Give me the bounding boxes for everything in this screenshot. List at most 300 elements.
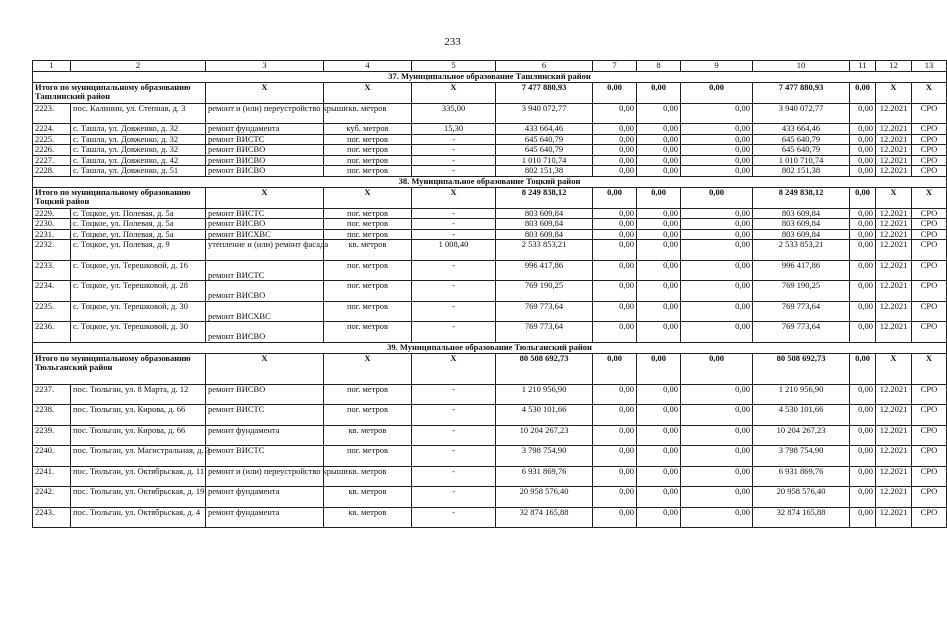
address-cell: пос. Тюльган, ул. Кирова, д. 66 [71,405,206,426]
unit-cell: пог. метров [324,208,412,219]
value-c6: 803 609,84 [496,229,593,240]
total-c13: X [912,82,947,103]
value-c10: 10 204 267,23 [753,425,850,446]
address-cell: с. Ташла, ул. Довженко, д. 32 [71,134,206,145]
table-row [33,155,947,166]
value-c11: 0,00 [850,155,876,166]
work-type-cell: ремонт ВИСВО [206,281,324,302]
unit-cell: кв. метров [324,466,412,487]
work-type-cell: ремонт и (или) переустройство крыши [206,103,324,124]
value-c13: СРО [912,103,947,124]
total-c12: X [876,187,912,208]
value-c11: 0,00 [850,260,876,281]
value-c11: 0,00 [850,322,876,343]
table-row [33,487,947,508]
value-c11: 0,00 [850,208,876,219]
value-c6: 32 874 165,88 [496,507,593,528]
work-type-cell: ремонт и (или) переустройство крыши [206,466,324,487]
unit-cell: пог. метров [324,229,412,240]
value-c11: 0,00 [850,384,876,405]
value-c7: 0,00 [593,384,637,405]
total-c5: X [412,82,496,103]
value-c6: 3 940 072,77 [496,103,593,124]
value-c11: 0,00 [850,507,876,528]
value-c8: 0,00 [637,134,681,145]
value-c6: 802 151,38 [496,166,593,177]
value-c9: 0,00 [681,124,753,135]
value-c10: 32 874 165,88 [753,507,850,528]
work-type-cell: ремонт ВИСВО [206,155,324,166]
value-c7: 0,00 [593,301,637,322]
total-c12: X [876,82,912,103]
table-row [33,145,947,156]
address-cell: пос. Тюльган, ул. 8 Марта, д. 12 [71,384,206,405]
value-c6: 769 773,64 [496,322,593,343]
quantity-cell: - [412,466,496,487]
total-c5: X [412,187,496,208]
row-number: 2229. [33,208,71,219]
total-c10: 80 508 692,73 [753,353,850,384]
value-c13: СРО [912,405,947,426]
value-c8: 0,00 [637,487,681,508]
value-c12: 12.2021 [876,507,912,528]
value-c8: 0,00 [637,260,681,281]
value-c6: 645 640,79 [496,145,593,156]
work-type-cell: ремонт ВИСТС [206,405,324,426]
total-c10: 7 477 880,93 [753,82,850,103]
value-c11: 0,00 [850,405,876,426]
total-c7: 0,00 [593,187,637,208]
row-number: 2241. [33,466,71,487]
value-c11: 0,00 [850,281,876,302]
value-c9: 0,00 [681,425,753,446]
total-c8: 0,00 [637,187,681,208]
table-row [33,124,947,135]
value-c6: 1 210 956,90 [496,384,593,405]
value-c10: 645 640,79 [753,134,850,145]
row-number: 2231. [33,229,71,240]
row-number: 2232. [33,240,71,261]
quantity-cell: - [412,405,496,426]
value-c12: 12.2021 [876,281,912,302]
work-type-cell: ремонт ВИСТС [206,260,324,281]
value-c13: СРО [912,124,947,135]
value-c10: 20 958 576,40 [753,487,850,508]
value-c10: 769 773,64 [753,301,850,322]
unit-cell: пог. метров [324,145,412,156]
value-c9: 0,00 [681,208,753,219]
section-total-row [33,353,947,384]
quantity-cell: - [412,145,496,156]
row-number: 2237. [33,384,71,405]
table-row [33,425,947,446]
unit-cell: кв. метров [324,240,412,261]
quantity-cell: - [412,281,496,302]
table-row [33,166,947,177]
total-label: Итого по муниципальному образованию Тюльганский район [33,353,206,384]
total-c3: X [206,82,324,103]
quantity-cell: - [412,446,496,467]
value-c6: 3 798 754,90 [496,446,593,467]
value-c11: 0,00 [850,240,876,261]
value-c8: 0,00 [637,145,681,156]
value-c7: 0,00 [593,446,637,467]
value-c12: 12.2021 [876,124,912,135]
table-row [33,507,947,528]
total-c11: 0,00 [850,82,876,103]
work-type-cell: ремонт ВИСТС [206,134,324,145]
row-number: 2223. [33,103,71,124]
value-c6: 6 931 869,76 [496,466,593,487]
value-c7: 0,00 [593,219,637,230]
value-c6: 996 417,86 [496,260,593,281]
value-c10: 803 609,84 [753,208,850,219]
value-c13: СРО [912,507,947,528]
quantity-cell: - [412,507,496,528]
value-c10: 4 530 101,66 [753,405,850,426]
quantity-cell: - [412,208,496,219]
work-type-cell: ремонт ВИСВО [206,322,324,343]
value-c13: СРО [912,145,947,156]
value-c7: 0,00 [593,240,637,261]
section-title: 39. Муниципальное образование Тюльганский район [33,342,947,353]
value-c9: 0,00 [681,103,753,124]
unit-cell: кв. метров [324,425,412,446]
value-c12: 12.2021 [876,219,912,230]
value-c8: 0,00 [637,384,681,405]
value-c7: 0,00 [593,166,637,177]
total-c3: X [206,353,324,384]
total-c9: 0,00 [681,82,753,103]
value-c11: 0,00 [850,145,876,156]
section-title-row [33,342,947,353]
work-type-cell: ремонт ВИСВО [206,145,324,156]
value-c10: 2 533 853,21 [753,240,850,261]
section-title: 38. Муниципальное образование Тоцкий район [33,176,947,187]
value-c11: 0,00 [850,229,876,240]
value-c11: 0,00 [850,103,876,124]
table-row [33,134,947,145]
address-cell: пос. Тюльган, ул. Кирова, д. 66 [71,425,206,446]
value-c10: 769 190,25 [753,281,850,302]
value-c10: 3 798 754,90 [753,446,850,467]
value-c7: 0,00 [593,155,637,166]
column-number: 9 [681,61,753,72]
table-row [33,322,947,343]
address-cell: с. Тоцкое, ул. Терешковой, д. 16 [71,260,206,281]
value-c6: 20 958 576,40 [496,487,593,508]
unit-cell: пог. метров [324,322,412,343]
column-number: 2 [71,61,206,72]
work-type-cell: утепление и (или) ремонт фасада [206,240,324,261]
value-c11: 0,00 [850,124,876,135]
value-c8: 0,00 [637,507,681,528]
quantity-cell: - [412,134,496,145]
value-c9: 0,00 [681,166,753,177]
unit-cell: пог. метров [324,166,412,177]
address-cell: с. Тоцкое, ул. Полевая, д. 5а [71,229,206,240]
value-c7: 0,00 [593,405,637,426]
value-c8: 0,00 [637,301,681,322]
value-c8: 0,00 [637,240,681,261]
value-c13: СРО [912,487,947,508]
work-type-cell: ремонт ВИСТС [206,446,324,467]
value-c9: 0,00 [681,281,753,302]
value-c13: СРО [912,322,947,343]
value-c6: 10 204 267,23 [496,425,593,446]
value-c13: СРО [912,166,947,177]
address-cell: с. Ташла, ул. Довженко, д. 51 [71,166,206,177]
address-cell: с. Тоцкое, ул. Терешковой, д. 30 [71,322,206,343]
table-row [33,301,947,322]
section-title-row [33,71,947,82]
value-c13: СРО [912,384,947,405]
unit-cell: пог. метров [324,260,412,281]
value-c10: 3 940 072,77 [753,103,850,124]
value-c12: 12.2021 [876,446,912,467]
table-row [33,466,947,487]
value-c9: 0,00 [681,301,753,322]
quantity-cell: - [412,384,496,405]
quantity-cell: - [412,487,496,508]
value-c9: 0,00 [681,507,753,528]
value-c7: 0,00 [593,322,637,343]
value-c7: 0,00 [593,208,637,219]
value-c6: 4 530 101,66 [496,405,593,426]
unit-cell: пог. метров [324,446,412,467]
value-c6: 769 190,25 [496,281,593,302]
total-c13: X [912,187,947,208]
quantity-cell: - [412,260,496,281]
value-c7: 0,00 [593,134,637,145]
column-number: 11 [850,61,876,72]
unit-cell: куб. метров [324,124,412,135]
value-c6: 803 609,84 [496,219,593,230]
value-c13: СРО [912,446,947,467]
value-c6: 803 609,84 [496,208,593,219]
quantity-cell: - [412,322,496,343]
row-number: 2226. [33,145,71,156]
total-c6: 8 249 838,12 [496,187,593,208]
value-c9: 0,00 [681,405,753,426]
value-c11: 0,00 [850,219,876,230]
value-c9: 0,00 [681,145,753,156]
work-type-cell: ремонт ВИСВО [206,219,324,230]
value-c7: 0,00 [593,103,637,124]
value-c9: 0,00 [681,487,753,508]
value-c11: 0,00 [850,487,876,508]
value-c8: 0,00 [637,405,681,426]
page-number: 233 [444,36,461,48]
value-c7: 0,00 [593,229,637,240]
row-number: 2239. [33,425,71,446]
value-c9: 0,00 [681,466,753,487]
total-c9: 0,00 [681,187,753,208]
total-c11: 0,00 [850,187,876,208]
value-c8: 0,00 [637,103,681,124]
section-title: 37. Муниципальное образование Ташлинский район [33,71,947,82]
total-c10: 8 249 838,12 [753,187,850,208]
value-c6: 1 010 710,74 [496,155,593,166]
value-c11: 0,00 [850,446,876,467]
value-c6: 769 773,64 [496,301,593,322]
value-c10: 1 210 956,90 [753,384,850,405]
unit-cell: пог. метров [324,155,412,166]
unit-cell: пог. метров [324,405,412,426]
value-c9: 0,00 [681,134,753,145]
value-c12: 12.2021 [876,487,912,508]
total-c4: X [324,82,412,103]
total-c3: X [206,187,324,208]
total-c9: 0,00 [681,353,753,384]
row-number: 2235. [33,301,71,322]
total-c4: X [324,353,412,384]
row-number: 2230. [33,219,71,230]
address-cell: пос. Тюльган, ул. Магистральная, д. 3 [71,446,206,467]
value-c7: 0,00 [593,281,637,302]
address-cell: пос. Тюльган, ул. Октябрьская, д. 11 [71,466,206,487]
value-c10: 769 773,64 [753,322,850,343]
address-cell: с. Тоцкое, ул. Полевая, д. 9 [71,240,206,261]
quantity-cell: - [412,229,496,240]
address-cell: с. Ташла, ул. Довженко, д. 42 [71,155,206,166]
value-c6: 2 533 853,21 [496,240,593,261]
column-number: 7 [593,61,637,72]
total-label: Итого по муниципальному образованию Ташлинский район [33,82,206,103]
row-number: 2238. [33,405,71,426]
value-c12: 12.2021 [876,240,912,261]
value-c12: 12.2021 [876,384,912,405]
value-c7: 0,00 [593,425,637,446]
row-number: 2233. [33,260,71,281]
value-c8: 0,00 [637,466,681,487]
quantity-cell: 15,30 [412,124,496,135]
quantity-cell: - [412,425,496,446]
value-c11: 0,00 [850,425,876,446]
value-c13: СРО [912,281,947,302]
row-number: 2225. [33,134,71,145]
value-c13: СРО [912,229,947,240]
quantity-cell: 335,00 [412,103,496,124]
table-row [33,219,947,230]
column-number: 1 [33,61,71,72]
value-c8: 0,00 [637,322,681,343]
value-c9: 0,00 [681,229,753,240]
value-c10: 996 417,86 [753,260,850,281]
value-c8: 0,00 [637,219,681,230]
row-number: 2234. [33,281,71,302]
value-c12: 12.2021 [876,134,912,145]
value-c13: СРО [912,425,947,446]
value-c9: 0,00 [681,240,753,261]
row-number: 2242. [33,487,71,508]
table-row [33,405,947,426]
value-c12: 12.2021 [876,145,912,156]
value-c12: 12.2021 [876,208,912,219]
address-cell: с. Тоцкое, ул. Терешковой, д. 28 [71,281,206,302]
value-c12: 12.2021 [876,405,912,426]
value-c7: 0,00 [593,507,637,528]
value-c12: 12.2021 [876,466,912,487]
unit-cell: кв. метров [324,487,412,508]
value-c12: 12.2021 [876,322,912,343]
work-type-cell: ремонт ВИСХВС [206,229,324,240]
column-number: 5 [412,61,496,72]
work-type-cell: ремонт фундамента [206,487,324,508]
value-c9: 0,00 [681,260,753,281]
address-cell: пос. Калинин, ул. Степная, д. 3 [71,103,206,124]
value-c10: 1 010 710,74 [753,155,850,166]
value-c13: СРО [912,301,947,322]
unit-cell: кв. метров [324,507,412,528]
row-number: 2240. [33,446,71,467]
work-type-cell: ремонт ВИСТС [206,208,324,219]
unit-cell: пог. метров [324,219,412,230]
value-c7: 0,00 [593,124,637,135]
unit-cell: пог. метров [324,134,412,145]
work-type-cell: ремонт ВИСВО [206,166,324,177]
unit-cell: пог. метров [324,281,412,302]
value-c6: 433 664,46 [496,124,593,135]
value-c9: 0,00 [681,219,753,230]
value-c13: СРО [912,466,947,487]
column-number: 13 [912,61,947,72]
value-c8: 0,00 [637,155,681,166]
value-c12: 12.2021 [876,301,912,322]
column-number: 4 [324,61,412,72]
value-c10: 802 151,38 [753,166,850,177]
value-c10: 803 609,84 [753,219,850,230]
column-number: 6 [496,61,593,72]
column-number-row [33,61,947,72]
total-c5: X [412,353,496,384]
row-number: 2243. [33,507,71,528]
value-c7: 0,00 [593,260,637,281]
work-type-cell: ремонт ВИСХВС [206,301,324,322]
quantity-cell: 1 008,40 [412,240,496,261]
value-c10: 803 609,84 [753,229,850,240]
section-total-row [33,82,947,103]
value-c9: 0,00 [681,322,753,343]
total-c13: X [912,353,947,384]
total-c4: X [324,187,412,208]
value-c8: 0,00 [637,446,681,467]
value-c12: 12.2021 [876,425,912,446]
section-total-row [33,187,947,208]
address-cell: с. Тоцкое, ул. Терешковой, д. 30 [71,301,206,322]
unit-cell: кв. метров [324,103,412,124]
value-c11: 0,00 [850,166,876,177]
address-cell: с. Тоцкое, ул. Полевая, д. 5а [71,219,206,230]
value-c13: СРО [912,260,947,281]
value-c12: 12.2021 [876,166,912,177]
value-c13: СРО [912,219,947,230]
row-number: 2228. [33,166,71,177]
value-c11: 0,00 [850,466,876,487]
value-c10: 433 664,46 [753,124,850,135]
value-c6: 645 640,79 [496,134,593,145]
value-c7: 0,00 [593,466,637,487]
quantity-cell: - [412,166,496,177]
value-c12: 12.2021 [876,229,912,240]
work-type-cell: ремонт фундамента [206,124,324,135]
table-row [33,384,947,405]
total-c7: 0,00 [593,82,637,103]
column-number: 10 [753,61,850,72]
section-title-row [33,176,947,187]
value-c8: 0,00 [637,124,681,135]
value-c13: СРО [912,240,947,261]
